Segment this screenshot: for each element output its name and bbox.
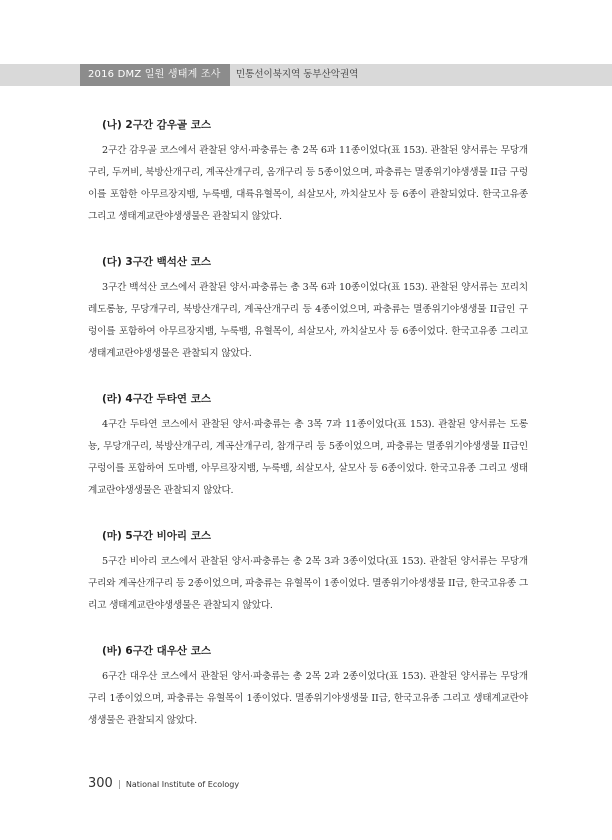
section-course-5 bbox=[88, 528, 528, 617]
running-header-title: 2016 DMZ 일원 생태계 조사 bbox=[80, 64, 230, 86]
running-header-subtitle: 민통선이북지역 동부산악권역 bbox=[236, 69, 359, 80]
page-number: 300 bbox=[88, 776, 113, 791]
section-paragraph: 3구간 백석산 코스에서 관찰된 양서·파충류는 총 3목 6과 10종이었다(표 153). 관찰된 양서류는 꼬리치레도롱뇽, 무당개구리, 북방산개구리, 계곡산개구리 등 4종이었으며, 파충류는 멸종위기야생생물 II급인 구렁이를 포함하여 아무르장지뱀, 누룩뱀, 유혈목이, 쇠살모사, 까치살모사 등 6종이었다. 한국고유종 그리고 생태계교란야생생물은 관찰되지 않았다. bbox=[88, 282, 528, 359]
section-heading: (다) 3구간 백석산 코스 bbox=[102, 256, 212, 268]
main-content bbox=[88, 117, 528, 758]
footer-institute: National Institute of Ecology bbox=[125, 780, 240, 789]
section-heading: (나) 2구간 감우골 코스 bbox=[102, 119, 212, 131]
section-paragraph: 2구간 감우골 코스에서 관찰된 양서·파충류는 총 2목 6과 11종이었다(표 153). 관찰된 양서류는 무당개구리, 두꺼비, 북방산개구리, 계곡산개구리, 옴개구리 등 5종이었으며, 파충류는 멸종위기야생생물 II급 구렁이를 포함한 아무르장지뱀, 누룩뱀, 대륙유혈목이, 쇠살모사, 까치살모사 등 6종이 관찰되었다. 한국고유종 그리고 생태계교란야생생물은 관찰되지 않았다. bbox=[88, 145, 528, 222]
section-heading: (바) 6구간 대우산 코스 bbox=[102, 645, 212, 657]
section-paragraph: 6구간 대우산 코스에서 관찰된 양서·파충류는 총 2목 2과 2종이었다(표 153). 관찰된 양서류는 무당개구리 1종이었으며, 파충류는 유혈목이 1종이었다. 멸종위기야생생물 II급, 한국고유종 그리고 생태계교란야생생물은 관찰되지 않았다. bbox=[88, 671, 528, 726]
section-course-6 bbox=[88, 643, 528, 732]
footer-separator: | bbox=[117, 780, 121, 790]
section-course-4 bbox=[88, 391, 528, 502]
section-paragraph: 5구간 비아리 코스에서 관찰된 양서·파충류는 총 2목 3과 3종이었다(표 153). 관찰된 양서류는 무당개구리와 계곡산개구리 등 2종이었으며, 파충류는 유혈목이 1종이었다. 멸종위기야생생물 II급, 한국고유종 그리고 생태계교란야생생물은 관찰되지 않았다. bbox=[88, 556, 528, 611]
section-heading: (마) 5구간 비아리 코스 bbox=[102, 530, 212, 542]
page-footer bbox=[88, 772, 239, 791]
section-heading: (라) 4구간 두타연 코스 bbox=[102, 393, 212, 405]
section-paragraph: 4구간 두타연 코스에서 관찰된 양서·파충류는 총 3목 7과 11종이었다(표 153). 관찰된 양서류는 도롱뇽, 무당개구리, 북방산개구리, 계곡산개구리, 참개구리 등 5종이었으며, 파충류는 멸종위기야생생물 II급인 구렁이를 포함하여 도마뱀, 아무르장지뱀, 누룩뱀, 쇠살모사, 살모사 등 6종이었다. 한국고유종 그리고 생태계교란야생생물은 관찰되지 않았다. bbox=[88, 419, 528, 496]
section-course-2 bbox=[88, 117, 528, 228]
section-course-3 bbox=[88, 254, 528, 365]
